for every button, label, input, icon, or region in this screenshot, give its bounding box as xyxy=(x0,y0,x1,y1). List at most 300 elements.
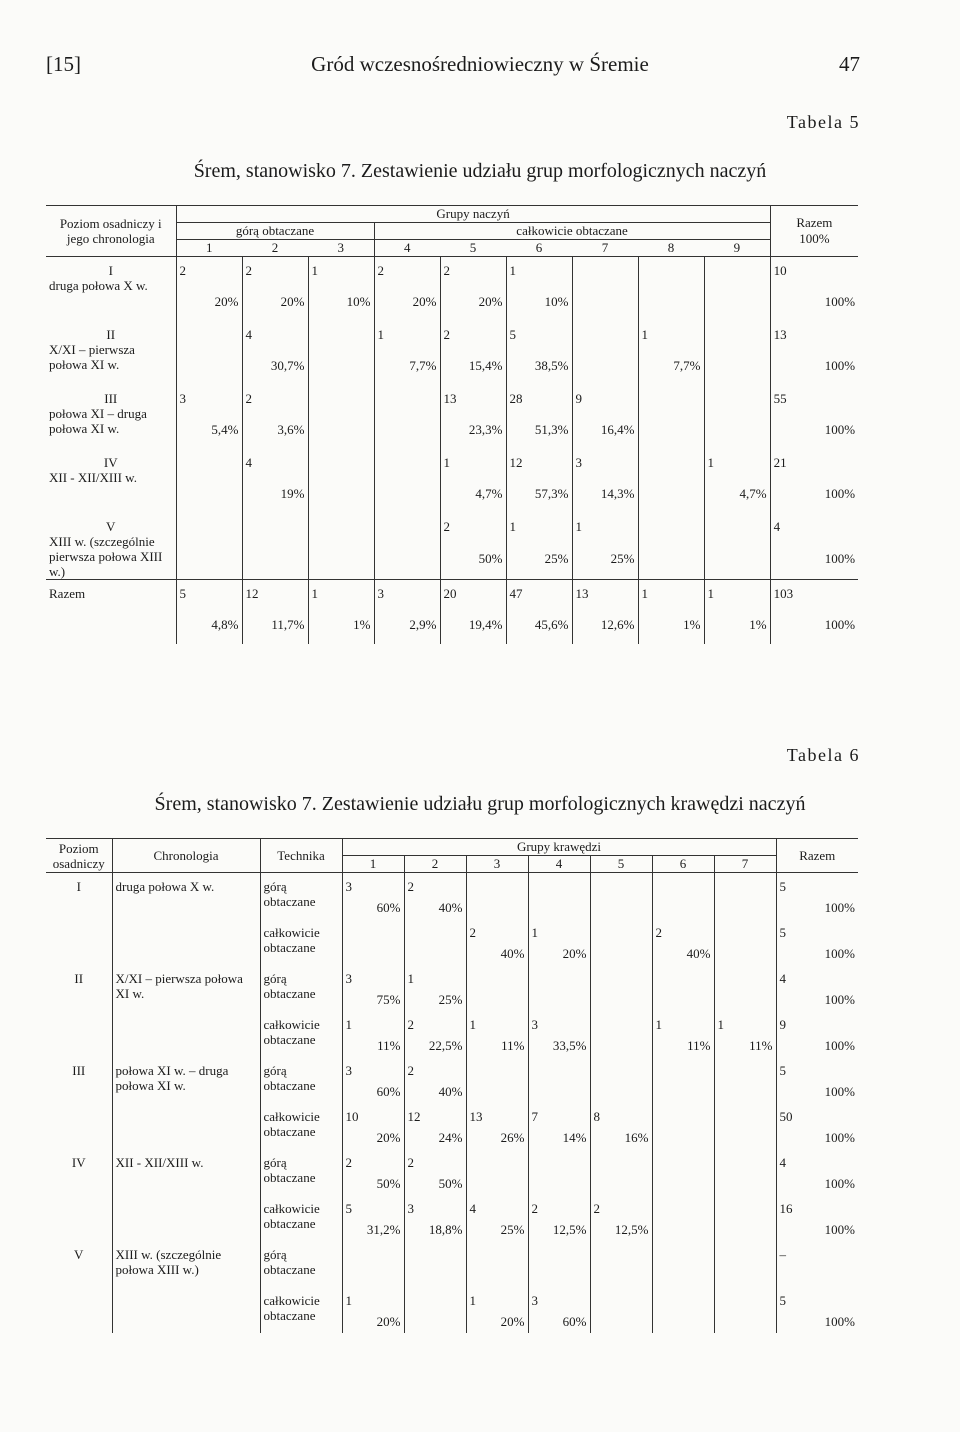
table6-label: Tabela 6 xyxy=(786,745,860,765)
table6-title: Śrem, stanowisko 7. Zestawienie udziału grup morfologicznych krawędzi naczyń xyxy=(154,793,806,815)
percent-cell: 20% xyxy=(342,1314,404,1333)
table6 xyxy=(46,838,858,1333)
percent-cell xyxy=(704,422,770,449)
count-cell xyxy=(652,1103,714,1130)
total-percent-cell: 100% xyxy=(824,617,856,633)
total-count-cell: 5 xyxy=(779,1063,786,1078)
count-cell xyxy=(652,1195,714,1222)
table5 xyxy=(46,205,858,644)
percent-cell: 5,4% xyxy=(176,422,242,449)
total-count-cell: 103 xyxy=(770,580,858,618)
table5-group-number: 5 xyxy=(440,240,506,257)
table5-level-cell xyxy=(46,513,176,580)
percent-cell: 14% xyxy=(528,1130,590,1149)
percent-cell xyxy=(466,900,528,919)
percent-cell: 75% xyxy=(342,992,404,1011)
percent-cell: 14,3% xyxy=(572,486,638,513)
percent-cell xyxy=(176,551,242,580)
percent-cell: 57,3% xyxy=(506,486,572,513)
percent-cell: 50% xyxy=(440,551,506,580)
percent-cell: 25% xyxy=(466,1222,528,1241)
count-cell xyxy=(652,965,714,992)
percent-cell xyxy=(572,294,638,321)
count-cell: 2 xyxy=(652,919,714,946)
count-cell xyxy=(638,513,704,551)
table6-col-total: Razem xyxy=(776,839,858,873)
total-count-cell: 4 xyxy=(779,1155,786,1170)
total-count-cell: 5 xyxy=(779,879,786,894)
count-cell xyxy=(404,919,466,946)
count-cell xyxy=(590,1241,652,1287)
level-label: II xyxy=(106,327,116,342)
percent-cell xyxy=(638,551,704,580)
percent-cell xyxy=(704,358,770,385)
count-cell: 1 xyxy=(342,1011,404,1038)
percent-cell xyxy=(652,992,714,1011)
count-cell: 2 xyxy=(176,257,242,295)
count-cell xyxy=(652,1287,714,1314)
count-cell: 2 xyxy=(374,257,440,295)
percent-cell xyxy=(638,486,704,513)
table5-group-number: 6 xyxy=(506,240,572,257)
percent-cell xyxy=(308,551,374,580)
count-cell xyxy=(308,321,374,358)
total-count-cell: 10 xyxy=(773,263,787,278)
count-cell xyxy=(652,1057,714,1084)
percent-cell xyxy=(638,294,704,321)
table6-group-number: 2 xyxy=(404,856,466,873)
percent-cell: 11% xyxy=(714,1038,776,1057)
percent-cell xyxy=(528,1176,590,1195)
percent-cell xyxy=(466,1176,528,1195)
percent-cell: 1% xyxy=(308,617,374,644)
percent-cell: 40% xyxy=(404,900,466,919)
percent-cell: 30,7% xyxy=(242,358,308,385)
table5-total-pct: 100% xyxy=(799,231,830,246)
count-cell xyxy=(572,257,638,295)
table6-level-cell: II xyxy=(46,965,112,1011)
percent-cell: 40% xyxy=(404,1084,466,1103)
count-cell xyxy=(714,1103,776,1130)
percent-cell xyxy=(308,422,374,449)
percent-cell: 1% xyxy=(638,617,704,644)
total-percent-cell: 100% xyxy=(824,991,855,1007)
count-cell xyxy=(590,1149,652,1176)
percent-cell: 33,5% xyxy=(528,1038,590,1057)
table6-level-cell xyxy=(46,1287,112,1333)
percent-cell xyxy=(308,486,374,513)
percent-cell xyxy=(572,358,638,385)
table-row xyxy=(46,1287,858,1314)
count-cell: 13 xyxy=(440,385,506,422)
count-cell: 3 xyxy=(374,580,440,618)
count-cell: 5 xyxy=(342,1195,404,1222)
total-percent-cell: 100% xyxy=(824,1175,855,1191)
table6-group-header: Grupy krawędzi xyxy=(342,839,776,856)
count-cell: 12 xyxy=(242,580,308,618)
count-cell xyxy=(176,321,242,358)
count-cell: 7 xyxy=(528,1103,590,1130)
table6-col-level: Poziom osadniczy xyxy=(46,839,112,873)
count-cell: 1 xyxy=(404,965,466,992)
count-cell xyxy=(466,1149,528,1176)
count-cell: 1 xyxy=(572,513,638,551)
count-cell xyxy=(652,1149,714,1176)
percent-cell xyxy=(528,900,590,919)
count-cell: 2 xyxy=(342,1149,404,1176)
count-cell xyxy=(466,965,528,992)
count-cell xyxy=(704,513,770,551)
table5-group-number: 4 xyxy=(374,240,440,257)
count-cell xyxy=(308,513,374,551)
count-cell: 1 xyxy=(704,580,770,618)
percent-cell: 60% xyxy=(342,900,404,919)
percent-cell: 25% xyxy=(506,551,572,580)
percent-cell: 4,7% xyxy=(704,486,770,513)
percent-cell xyxy=(590,1314,652,1333)
count-cell: 2 xyxy=(242,385,308,422)
count-cell: 12 xyxy=(506,449,572,486)
table6-group-number: 1 xyxy=(342,856,404,873)
count-cell: 1 xyxy=(652,1011,714,1038)
count-cell xyxy=(528,1057,590,1084)
table6-chrono-cell xyxy=(112,1103,260,1149)
percent-cell xyxy=(176,358,242,385)
percent-cell xyxy=(652,1314,714,1333)
percent-cell xyxy=(652,900,714,919)
table6-tech-cell: górą obtaczane xyxy=(260,1057,342,1103)
percent-cell xyxy=(176,486,242,513)
percent-cell: 19% xyxy=(242,486,308,513)
percent-cell: 26% xyxy=(466,1130,528,1149)
count-cell xyxy=(590,1287,652,1314)
percent-cell xyxy=(590,1084,652,1103)
percent-cell: 18,8% xyxy=(404,1222,466,1241)
percent-cell xyxy=(714,1314,776,1333)
table5-col-total xyxy=(770,206,858,257)
percent-cell: 4,7% xyxy=(440,486,506,513)
table6-chrono-cell: druga połowa X w. xyxy=(112,873,260,920)
percent-cell xyxy=(528,992,590,1011)
count-cell: 1 xyxy=(440,449,506,486)
table5-group-number: 9 xyxy=(704,240,770,257)
table-row xyxy=(46,1057,858,1084)
count-cell: 3 xyxy=(342,965,404,992)
table6-col-tech: Technika xyxy=(260,839,342,873)
table6-chrono-cell: XII - XII/XIII w. xyxy=(112,1149,260,1195)
count-cell: 1 xyxy=(638,321,704,358)
percent-cell: 20% xyxy=(528,946,590,965)
count-cell: 10 xyxy=(342,1103,404,1130)
percent-cell xyxy=(590,992,652,1011)
count-cell xyxy=(404,1287,466,1314)
count-cell xyxy=(404,1241,466,1287)
table5-level-cell xyxy=(46,580,176,645)
count-cell xyxy=(572,321,638,358)
percent-cell xyxy=(590,946,652,965)
table6-chrono-cell xyxy=(112,1011,260,1057)
count-cell xyxy=(714,1241,776,1287)
count-cell xyxy=(590,1011,652,1038)
total-percent-cell: 100% xyxy=(824,294,856,310)
total-percent-cell: 100% xyxy=(824,358,856,374)
table6-level-cell xyxy=(46,1103,112,1149)
count-cell xyxy=(714,1195,776,1222)
table5-group-header: Grupy naczyń xyxy=(176,206,770,223)
percent-cell xyxy=(638,422,704,449)
count-cell: 1 xyxy=(466,1287,528,1314)
percent-cell: 25% xyxy=(404,992,466,1011)
count-cell: 2 xyxy=(242,257,308,295)
percent-cell: 2,9% xyxy=(374,617,440,644)
total-percent-cell: 100% xyxy=(824,1083,855,1099)
count-cell: 20 xyxy=(440,580,506,618)
count-cell: 2 xyxy=(590,1195,652,1222)
table6-tech-cell: całkowicie obtaczane xyxy=(260,1103,342,1149)
table6-col-chrono: Chronologia xyxy=(112,839,260,873)
count-cell: 4 xyxy=(242,449,308,486)
table6-group-number: 4 xyxy=(528,856,590,873)
count-cell: 47 xyxy=(506,580,572,618)
percent-cell: 25% xyxy=(572,551,638,580)
percent-cell: 11% xyxy=(466,1038,528,1057)
percent-cell xyxy=(374,551,440,580)
total-count-cell: 55 xyxy=(773,391,787,406)
count-cell xyxy=(590,965,652,992)
count-cell xyxy=(638,385,704,422)
total-count-cell: 9 xyxy=(779,1017,786,1032)
table5-level-cell xyxy=(46,321,176,385)
percent-cell: 12,5% xyxy=(590,1222,652,1241)
table5-group-number: 2 xyxy=(242,240,308,257)
percent-cell: 10% xyxy=(506,294,572,321)
table-row xyxy=(46,449,858,486)
table-row xyxy=(46,1103,858,1130)
table-row xyxy=(46,321,858,358)
percent-cell xyxy=(652,1222,714,1241)
percent-cell xyxy=(714,1222,776,1241)
total-count-cell: – xyxy=(779,1247,786,1262)
count-cell: 12 xyxy=(404,1103,466,1130)
percent-cell: 38,5% xyxy=(506,358,572,385)
percent-cell: 7,7% xyxy=(374,358,440,385)
count-cell: 3 xyxy=(528,1287,590,1314)
percent-cell: 20% xyxy=(242,294,308,321)
total-count-cell: 16 xyxy=(779,1201,793,1216)
count-cell xyxy=(342,919,404,946)
chronology-label: połowa XI – druga połowa XI w. xyxy=(49,406,147,436)
total-percent-cell: 100% xyxy=(824,899,855,915)
count-cell: 13 xyxy=(466,1103,528,1130)
total-count-cell: 5 xyxy=(779,1293,786,1308)
count-cell: 2 xyxy=(404,1149,466,1176)
percent-cell xyxy=(242,551,308,580)
percent-cell: 50% xyxy=(342,1176,404,1195)
count-cell: 28 xyxy=(506,385,572,422)
total-percent-cell: 100% xyxy=(824,945,855,961)
percent-cell: 60% xyxy=(342,1084,404,1103)
table6-level-cell: III xyxy=(46,1057,112,1103)
table6-group-number: 6 xyxy=(652,856,714,873)
percent-cell: 19,4% xyxy=(440,617,506,644)
table-row xyxy=(46,1195,858,1222)
count-cell xyxy=(342,1241,404,1287)
percent-cell xyxy=(374,422,440,449)
count-cell xyxy=(714,965,776,992)
percent-cell: 20% xyxy=(466,1314,528,1333)
count-cell: 2 xyxy=(404,1057,466,1084)
percent-cell xyxy=(652,1084,714,1103)
percent-cell xyxy=(590,1176,652,1195)
count-cell: 1 xyxy=(506,513,572,551)
percent-cell: 31,2% xyxy=(342,1222,404,1241)
count-cell: 3 xyxy=(404,1195,466,1222)
table5-group-number: 1 xyxy=(176,240,242,257)
percent-cell: 16% xyxy=(590,1130,652,1149)
count-cell xyxy=(308,385,374,422)
count-cell: 3 xyxy=(572,449,638,486)
chronology-label: druga połowa X w. xyxy=(49,278,148,293)
percent-cell: 10% xyxy=(308,294,374,321)
count-cell: 1 xyxy=(308,257,374,295)
percent-cell xyxy=(374,486,440,513)
percent-cell xyxy=(590,900,652,919)
table6-level-cell: V xyxy=(46,1241,112,1287)
count-cell: 1 xyxy=(638,580,704,618)
count-cell xyxy=(176,449,242,486)
percent-cell xyxy=(308,358,374,385)
percent-cell: 3,6% xyxy=(242,422,308,449)
count-cell xyxy=(714,1149,776,1176)
table-row xyxy=(46,1241,858,1287)
percent-cell xyxy=(652,1130,714,1149)
count-cell: 2 xyxy=(528,1195,590,1222)
table-row xyxy=(46,965,858,992)
percent-cell: 23,3% xyxy=(440,422,506,449)
count-cell xyxy=(590,873,652,900)
percent-cell: 24% xyxy=(404,1130,466,1149)
count-cell: 3 xyxy=(528,1011,590,1038)
percent-cell: 11,7% xyxy=(242,617,308,644)
total-percent-cell: 100% xyxy=(824,422,856,438)
table6-level-cell xyxy=(46,1195,112,1241)
percent-cell: 16,4% xyxy=(572,422,638,449)
count-cell: 1 xyxy=(528,919,590,946)
percent-cell xyxy=(704,294,770,321)
table6-chrono-cell: XIII w. (szczególnie połowa XIII w.) xyxy=(112,1241,260,1287)
count-cell: 9 xyxy=(572,385,638,422)
table6-chrono-cell xyxy=(112,919,260,965)
count-cell xyxy=(466,1057,528,1084)
page-number: 47 xyxy=(839,52,860,76)
table6-tech-cell: całkowicie obtaczane xyxy=(260,1287,342,1333)
table6-group-number: 5 xyxy=(590,856,652,873)
table5-subheader-top: górą obtaczane xyxy=(176,223,374,240)
count-cell xyxy=(704,321,770,358)
count-cell xyxy=(374,385,440,422)
table6-tech-cell: całkowicie obtaczane xyxy=(260,919,342,965)
table6-group-number: 7 xyxy=(714,856,776,873)
count-cell: 1 xyxy=(704,449,770,486)
total-count-cell: 21 xyxy=(773,455,787,470)
table6-chrono-cell xyxy=(112,1287,260,1333)
percent-cell: 51,3% xyxy=(506,422,572,449)
percent-cell: 4,8% xyxy=(176,617,242,644)
percent-cell xyxy=(652,1176,714,1195)
table5-group-number: 7 xyxy=(572,240,638,257)
count-cell xyxy=(704,257,770,295)
total-percent-cell: 100% xyxy=(824,551,856,566)
table5-title: Śrem, stanowisko 7. Zestawienie udziału grup morfologicznych naczyń xyxy=(193,160,767,182)
table6-tech-cell: górą obtaczane xyxy=(260,965,342,1011)
percent-cell xyxy=(714,1130,776,1149)
table6-chrono-cell: połowa XI w. – druga połowa XI w. xyxy=(112,1057,260,1103)
table-row xyxy=(46,580,858,618)
count-cell: 13 xyxy=(572,580,638,618)
percent-cell: 40% xyxy=(466,946,528,965)
percent-cell: 20% xyxy=(176,294,242,321)
percent-cell xyxy=(466,1084,528,1103)
table5-col-level: Poziom osadniczy i jego chronologia xyxy=(46,206,176,257)
percent-cell xyxy=(714,946,776,965)
table6-level-cell xyxy=(46,1011,112,1057)
table6-chrono-cell xyxy=(112,1195,260,1241)
table5-level-cell xyxy=(46,385,176,449)
count-cell xyxy=(652,1241,714,1287)
count-cell xyxy=(714,1287,776,1314)
count-cell: 8 xyxy=(590,1103,652,1130)
count-cell: 1 xyxy=(714,1011,776,1038)
table5-group-number: 8 xyxy=(638,240,704,257)
total-count-cell: 4 xyxy=(779,971,786,986)
percent-cell xyxy=(466,992,528,1011)
count-cell: 5 xyxy=(506,321,572,358)
total-count-cell: 50 xyxy=(779,1109,793,1124)
table-row xyxy=(46,513,858,551)
table6-level-cell xyxy=(46,919,112,965)
percent-cell: 22,5% xyxy=(404,1038,466,1057)
table6-chrono-cell: X/XI – pierwsza połowa XI w. xyxy=(112,965,260,1011)
total-percent-cell: 100% xyxy=(824,1313,855,1329)
table6-tech-cell: całkowicie obtaczane xyxy=(260,1195,342,1241)
count-cell xyxy=(466,1241,528,1287)
count-cell: 2 xyxy=(404,873,466,900)
count-cell xyxy=(528,873,590,900)
count-cell xyxy=(528,1241,590,1287)
table5-group-number: 3 xyxy=(308,240,374,257)
table5-level-cell xyxy=(46,449,176,513)
table6-tech-cell: górą obtaczane xyxy=(260,1149,342,1195)
count-cell: 3 xyxy=(342,1057,404,1084)
count-cell xyxy=(242,513,308,551)
count-cell: 1 xyxy=(374,321,440,358)
percent-cell: 11% xyxy=(652,1038,714,1057)
total-count-cell: 4 xyxy=(773,519,781,534)
table5-total-label: Razem xyxy=(796,215,833,230)
count-cell: 2 xyxy=(440,513,506,551)
percent-cell: 40% xyxy=(652,946,714,965)
count-cell xyxy=(308,449,374,486)
page-reference: [15] xyxy=(46,52,81,76)
table6-level-cell: IV xyxy=(46,1149,112,1195)
percent-cell: 1% xyxy=(704,617,770,644)
count-cell: 2 xyxy=(440,257,506,295)
percent-cell xyxy=(528,1084,590,1103)
count-cell: 1 xyxy=(308,580,374,618)
level-label: V xyxy=(106,519,116,534)
level-label: III xyxy=(104,391,118,406)
chronology-label: XIII w. (szczególnie pierwsza połowa XIII w.) xyxy=(49,534,163,579)
